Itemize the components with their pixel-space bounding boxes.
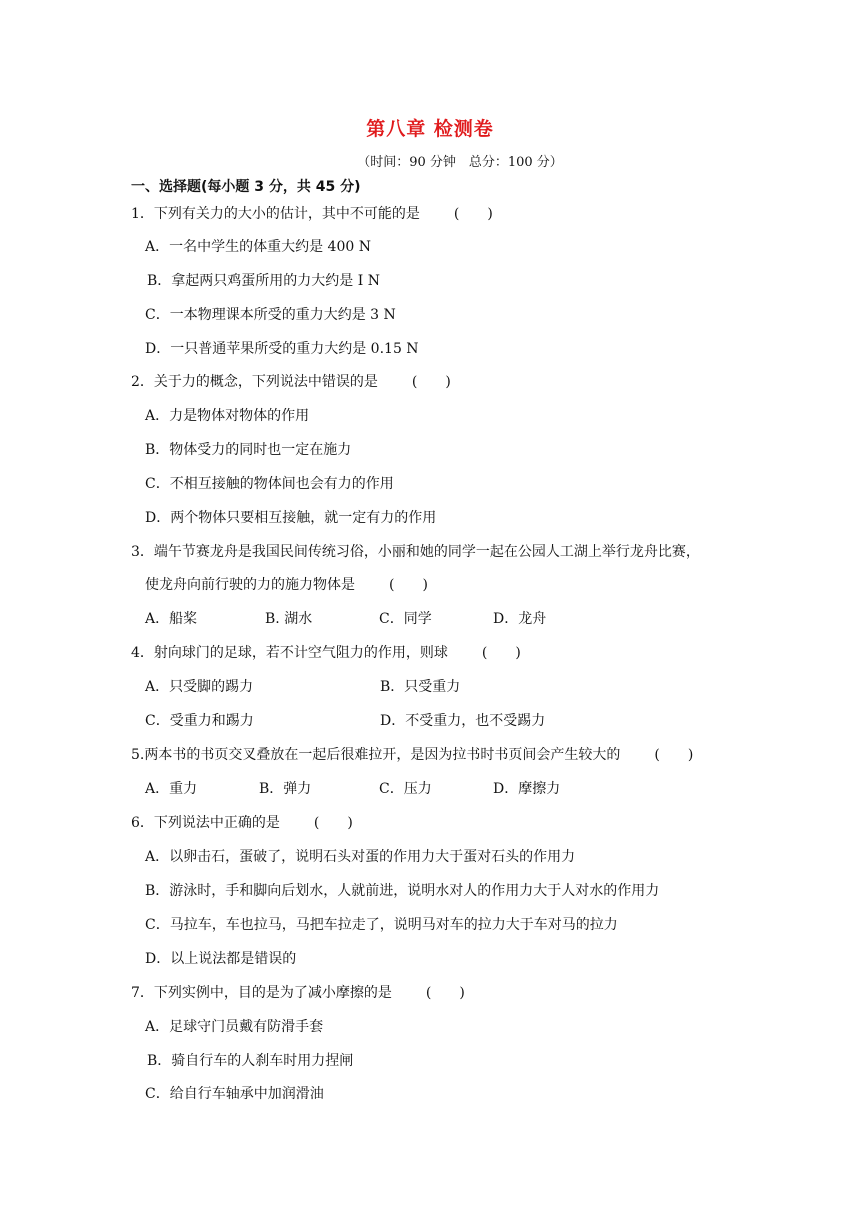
option-4c: C．受重力和踢力 — [145, 713, 254, 729]
option-1c: C．一本物理课本所受的重力大约是 3 N — [145, 307, 396, 323]
page-title: 第八章 检测卷 — [366, 118, 494, 140]
option-3c: C．同学 — [379, 611, 432, 627]
option-2d: D．两个物体只要相互接触，就一定有力的作用 — [145, 510, 437, 526]
section-heading: 一、选择题(每小题 3 分，共 45 分) — [131, 179, 361, 195]
options-row-3 — [145, 608, 546, 628]
question-1 — [131, 203, 493, 223]
option-7a: A．足球守门员戴有防滑手套 — [145, 1019, 324, 1035]
option-7c: C．给自行车轴承中加润滑油 — [145, 1086, 324, 1102]
option-4b: B．只受重力 — [380, 679, 461, 695]
question-7-stem: 7．下列实例中，目的是为了减小摩擦的是 — [131, 985, 392, 1001]
question-3 — [145, 574, 428, 594]
option-5a: A．重力 — [145, 781, 198, 797]
options-row-4a — [145, 676, 460, 696]
option-6a: A．以卵击石，蛋破了，说明石头对蛋的作用力大于蛋对石头的作用力 — [145, 849, 576, 865]
answer-paren: ( ) — [313, 815, 353, 831]
option-5b: B．弹力 — [259, 781, 312, 797]
option-6d: D．以上说法都是错误的 — [145, 951, 297, 967]
question-6-stem: 6．下列说法中正确的是 — [131, 815, 280, 831]
answer-paren: ( ) — [453, 206, 493, 222]
question-1-stem: 1．下列有关力的大小的估计，其中不可能的是 — [131, 206, 420, 222]
options-row-4b — [145, 710, 545, 730]
option-4d: D．不受重力，也不受踢力 — [380, 713, 546, 729]
question-4 — [131, 642, 521, 662]
option-6b: B．游泳时，手和脚向后划水，人就前进，说明水对人的作用力大于人对水的作用力 — [145, 883, 660, 899]
option-7b: B．骑自行车的人刹车时用力捏闸 — [147, 1053, 354, 1069]
exam-info: （时间：90 分钟 总分：100 分） — [357, 155, 563, 170]
question-3-stem-continued: 使龙舟向前行驶的力的施力物体是 — [145, 577, 355, 593]
option-5d: D．摩擦力 — [493, 781, 561, 797]
question-2 — [131, 371, 451, 391]
option-5c: C．压力 — [379, 781, 432, 797]
answer-paren: ( ) — [654, 747, 694, 763]
answer-paren: ( ) — [481, 645, 521, 661]
option-3a: A．船桨 — [145, 611, 198, 627]
option-2b: B．物体受力的同时也一定在施力 — [145, 442, 352, 458]
question-6 — [131, 812, 353, 832]
question-5-stem: 5.两本书的书页交叉叠放在一起后很难拉开，是因为拉书时书页间会产生较大的 — [131, 747, 621, 763]
options-row-5 — [145, 778, 560, 798]
option-3d: D．龙舟 — [493, 611, 547, 627]
option-1d: D．一只普通苹果所受的重力大约是 0.15 N — [145, 341, 419, 357]
option-1a: A．一名中学生的体重大约是 400 N — [145, 239, 371, 255]
option-2c: C．不相互接触的物体间也会有力的作用 — [145, 476, 394, 492]
option-3b: B. 湖水 — [265, 611, 313, 627]
option-6c: C．马拉车，车也拉马，马把车拉走了，说明马对车的拉力大于车对马的拉力 — [145, 917, 618, 933]
question-4-stem: 4．射向球门的足球，若不计空气阻力的作用，则球 — [131, 645, 448, 661]
question-3-stem: 3．端午节赛龙舟是我国民间传统习俗，小丽和她的同学一起在公园人工湖上举行龙舟比赛， — [131, 544, 700, 560]
question-7 — [131, 982, 465, 1002]
answer-paren: ( ) — [389, 577, 428, 593]
answer-paren: ( ) — [411, 374, 451, 390]
option-1b: B．拿起两只鸡蛋所用的力大约是 I N — [147, 273, 380, 289]
option-4a: A．只受脚的踢力 — [145, 679, 254, 695]
option-2a: A．力是物体对物体的作用 — [145, 408, 310, 424]
answer-paren: ( ) — [425, 985, 465, 1001]
question-2-stem: 2．关于力的概念，下列说法中错误的是 — [131, 374, 378, 390]
question-5 — [131, 744, 693, 764]
